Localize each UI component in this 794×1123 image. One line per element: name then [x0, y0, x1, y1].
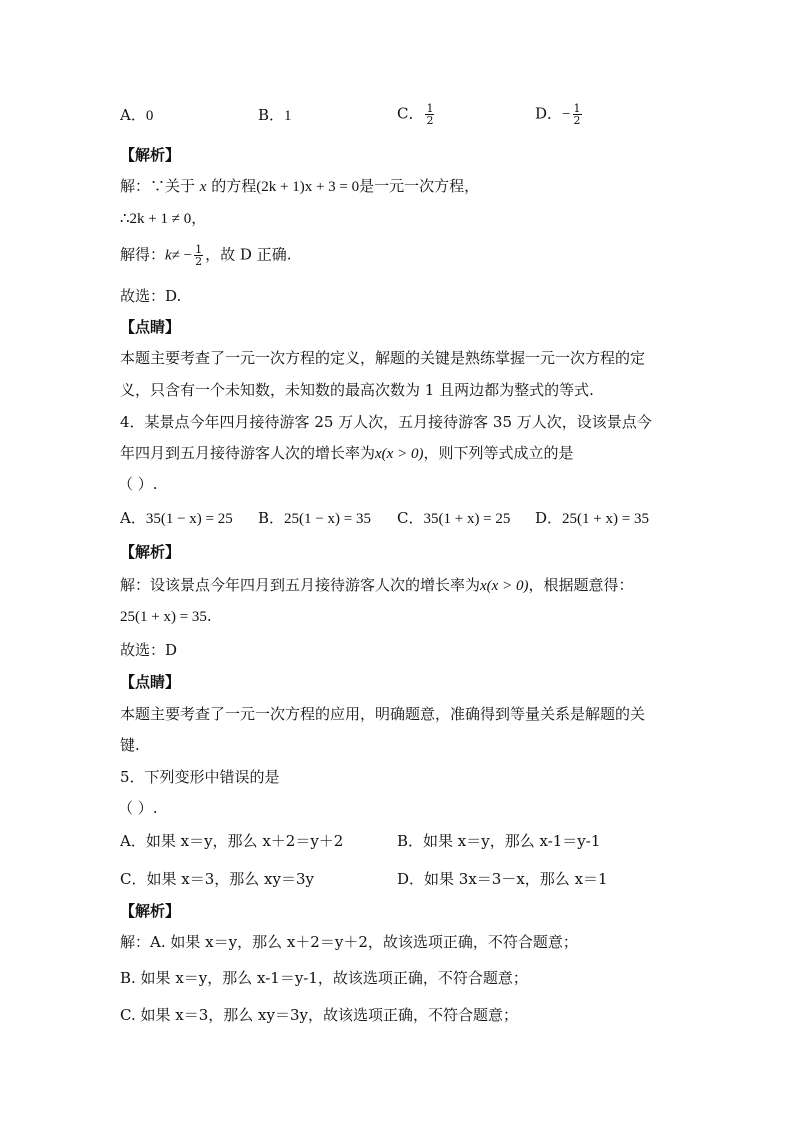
q5-solution-a: 解：A. 如果 x＝y，那么 x＋2＝y＋2，故该选项正确，不符合题意； — [120, 933, 578, 951]
q4-answer: 故选：D — [120, 641, 178, 659]
option-value: 0 — [145, 108, 154, 124]
option-label: A． — [120, 106, 146, 124]
option-label: B． — [397, 832, 424, 850]
q3-solution-line2 — [120, 208, 206, 229]
math-condition: x(x > 0) — [375, 446, 424, 462]
q3-solution-line3 — [120, 244, 291, 267]
option-label: B． — [258, 106, 285, 124]
option-label: A． — [120, 832, 146, 850]
text: 解：设该景点今年四月到五月接待游客人次的增长率为 — [120, 576, 481, 594]
q3-jiexi-heading: 【解析】 — [120, 146, 181, 164]
option-label: C． — [397, 104, 424, 123]
option-label: A． — [120, 509, 146, 527]
math-equation: 25(1 − x) = 35 — [284, 511, 371, 527]
option-label: D． — [535, 509, 563, 527]
q4-option-d — [535, 508, 649, 529]
q5-solution-b: B. 如果 x＝y，那么 x-1＝y-1，故该选项正确，不符合题意； — [120, 969, 528, 987]
math-condition: x(x > 0) — [480, 578, 529, 594]
q4-dianjing-heading: 【点睛】 — [120, 673, 181, 691]
q4-comment-line1: 本题主要考查了一元一次方程的应用，明确题意，准确得到等量关系是解题的关 — [120, 705, 646, 723]
q5-solution-c: C. 如果 x＝3，那么 xy＝3y，故该选项正确，不符合题意； — [120, 1006, 518, 1024]
q3-option-a — [120, 105, 153, 126]
text: . — [206, 607, 212, 625]
text: 是一元一次方程， — [359, 177, 480, 195]
option-label: D． — [397, 870, 425, 888]
q5-option-a — [120, 831, 343, 851]
therefore-symbol: ∴ — [120, 209, 130, 227]
q5-option-d — [397, 869, 608, 889]
q4-option-b — [258, 508, 371, 529]
text: ，故 D 正确. — [205, 245, 292, 264]
option-text: 如果 x＝3，那么 xy＝3y — [146, 870, 314, 888]
text: 年四月到五月接待游客人次的增长率为 — [120, 444, 376, 462]
q3-comment-line1: 本题主要考查了一元一次方程的定义，解题的关键是熟练掌握一元一次方程的定 — [120, 349, 646, 367]
math-var: x — [199, 179, 207, 195]
text: 的方程 — [211, 177, 257, 195]
math-equation: 35(1 − x) = 25 — [145, 511, 233, 527]
option-text: 如果 3x＝3－x，那么 x＝1 — [424, 870, 608, 888]
q4-comment-line2: 键. — [120, 736, 140, 754]
fraction-numerator: 1 — [573, 102, 581, 115]
math-equation: 35(1 + x) = 25 — [423, 511, 511, 527]
fraction-denominator: 2 — [573, 114, 581, 127]
q3-answer: 故选：D. — [120, 287, 182, 305]
q5-stem: 5．下列变形中错误的是 — [120, 768, 280, 786]
q5-option-c — [120, 869, 314, 889]
q5-answer-blank: （ ）. — [118, 799, 158, 817]
q3-option-c — [397, 103, 436, 126]
fraction — [194, 244, 203, 267]
q4-stem-line1: 4．某景点今年四月接待游客 25 万人次，五月接待游客 35 万人次，设该景点今 — [120, 413, 652, 431]
text: 解：∵关于 — [120, 177, 196, 195]
option-label: C． — [120, 870, 147, 888]
math-equation: 25(1 + x) = 35 — [120, 609, 207, 625]
fraction-denominator: 2 — [195, 255, 203, 268]
fraction-denominator: 2 — [426, 114, 434, 127]
q4-stem-line2 — [120, 443, 573, 464]
option-text: 如果 x＝y，那么 x＋2＝y＋2 — [145, 832, 344, 850]
option-sign: − — [562, 106, 571, 123]
q4-solution-line1 — [120, 575, 633, 596]
q3-option-d — [535, 103, 584, 126]
q4-option-a — [120, 508, 233, 529]
q3-comment-line2: 义，只含有一个未知数，未知数的最高次数为 1 且两边都为整式的等式. — [120, 381, 594, 399]
q4-answer-blank: （ ）. — [118, 475, 158, 493]
option-text: 如果 x＝y，那么 x-1＝y-1 — [423, 832, 601, 850]
fraction — [425, 103, 434, 126]
q4-option-c — [397, 508, 510, 529]
math-equation: 2k + 1 ≠ 0 — [129, 211, 192, 227]
q4-jiexi-heading: 【解析】 — [120, 543, 181, 561]
q3-option-b — [258, 105, 292, 126]
text: 解得： — [120, 245, 166, 264]
q5-jiexi-heading: 【解析】 — [120, 902, 181, 920]
math-equation: 25(1 + x) = 35 — [562, 511, 649, 527]
fraction-numerator: 1 — [426, 102, 434, 115]
text: ， — [191, 209, 207, 227]
option-label: D． — [535, 104, 563, 123]
option-label: C． — [397, 509, 424, 527]
q3-dianjing-heading: 【点睛】 — [120, 318, 181, 336]
math-relation: ≠ − — [171, 247, 193, 264]
q4-solution-line2 — [120, 606, 212, 627]
math-var: k — [165, 247, 172, 264]
q5-option-b — [397, 831, 600, 851]
option-value: 1 — [284, 108, 292, 124]
q3-solution-line1 — [120, 176, 479, 197]
option-label: B． — [258, 509, 285, 527]
text: ，根据题意得： — [528, 576, 634, 594]
fraction-numerator: 1 — [195, 243, 203, 256]
math-equation: (2k + 1)x + 3 = 0 — [256, 179, 360, 195]
fraction — [573, 103, 582, 126]
text: ，则下列等式成立的是 — [423, 444, 574, 462]
